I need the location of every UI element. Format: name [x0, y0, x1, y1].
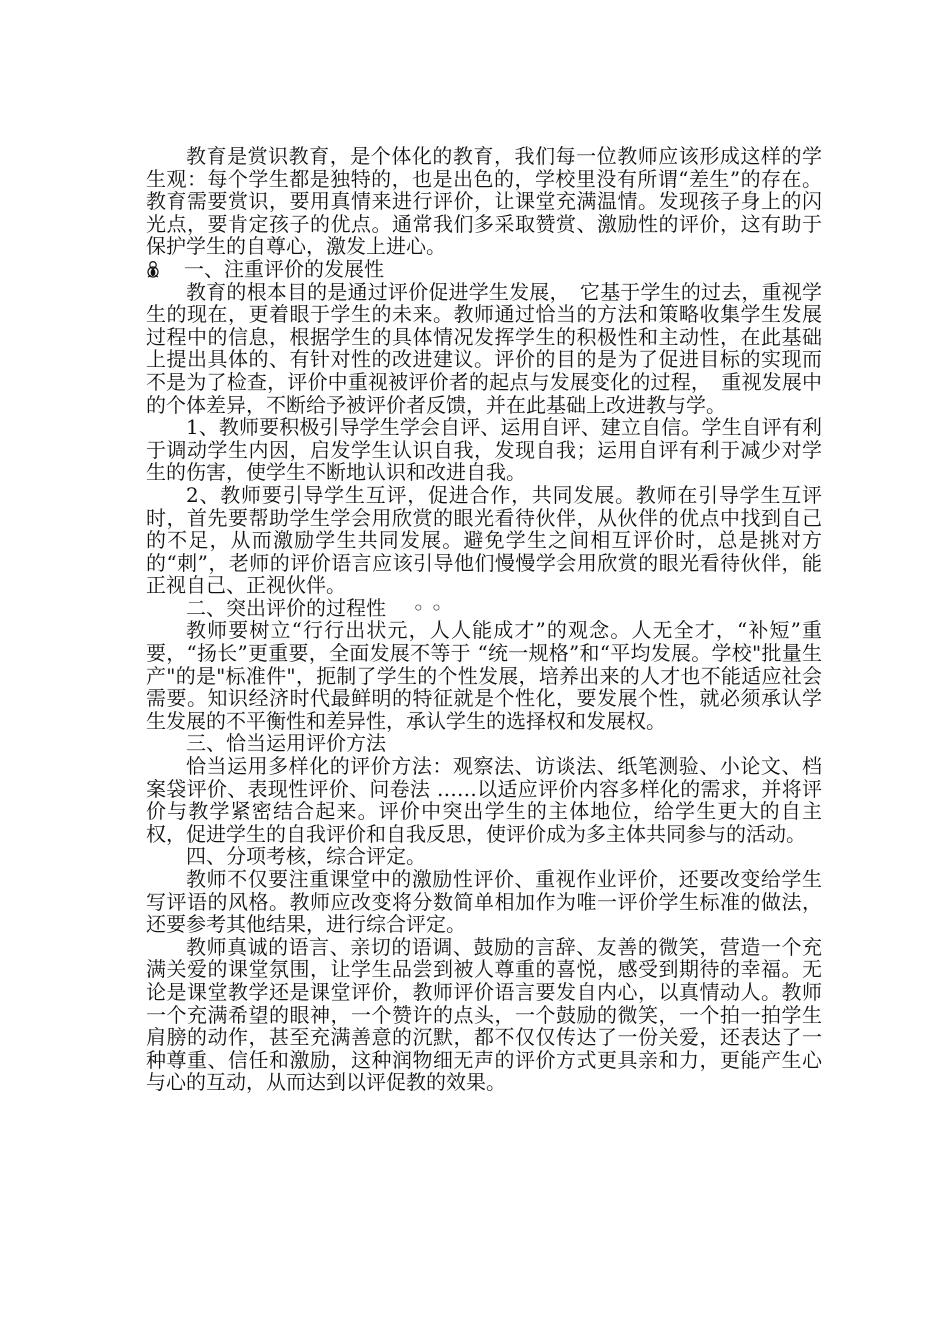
document-body — [146, 145, 822, 1094]
penguin-icon — [146, 260, 160, 278]
section-heading-4: 四、分项考核，综合评定。 — [186, 844, 426, 869]
body-paragraph: 教师要树立“行行出状元，人人能成才”的观念。人无全才，“补短”重要，“扬长”更重要，全面发展不等于 “统一规格”和“平均发展。学校"批量生产"的是"标准件"，扼制了学生的个性发展，培养出来的人才也不能适应社会需要。知识经济时代最鲜明的特征就是个性化，要发展个性，就必须承认学生发展的不平衡性和差异性，承认学生的选择权和发展权。 — [146, 618, 822, 733]
body-paragraph: 教师不仅要注重课堂中的激励性评价、重视作业评价，还要改变给学生写评语的风格。教师应改变将分数简单相加作为唯一评价学生标准的做法，还要参考其他结果，进行综合评定。 — [146, 867, 822, 937]
intro-paragraph: 教育是赏识教育，是个体化的教育，我们每一位教师应该形成这样的学生观：每个学生都是独特的，也是出色的，学校里没有所谓“差生”的存在。教育需要赏识，要用真情来进行评价，让课堂充满温情。发现孩子身上的闪光点，要肯定孩子的优点。通常我们多采取赞赏、激励性的评价，这有助于保护学生的自尊心，激发上进心。 — [146, 144, 822, 259]
section-heading-1 — [146, 258, 822, 281]
section-heading-3: 三、恰当运用评价方法 — [186, 731, 386, 756]
body-paragraph: 教师真诚的语言、亲切的语调、鼓励的言辞、友善的微笑，营造一个充满关爱的课堂氛围，让学生品尝到被人尊重的喜悦，感受到期待的幸福。无论是课堂教学还是课堂评价，教师评价语言要发自内心，以真情动人。教师一个充满希望的眼神，一个赞许的点头，一个鼓励的微笑，一个拍一拍学生肩膀的动作，甚至充满善意的沉默，都不仅仅传达了一份关爱，还表达了一种尊重、信任和激励，这种润物细无声的评价方式更具亲和力，更能产生心与心的互动，从而达到以评促教的效果。 — [146, 934, 822, 1095]
section-heading-1-text: 一、注重评价的发展性 — [184, 256, 384, 281]
body-paragraph: 恰当运用多样化的评价方法：观察法、访谈法、纸笔测验、小论文、档案袋评价、表现性评价、问卷法 ……以适应评价内容多样化的需求，并将评价与教学紧密结合起来。评价中突出学生的主体地位，给学生更大的自主权，促进学生的自我评价和自我反思，使评价成为多主体共同参与的活动。 — [146, 754, 822, 846]
body-paragraph: 1、教师要积极引导学生学会自评、运用自评、建立自信。学生自评有利于调动学生内因，启发学生认识自我，发现自我；运用自评有利于减少对学生的伤害，使学生不断地认识和改进自我。 — [146, 415, 822, 485]
section-heading-2: 二、突出评价的过程性 ◦ ◦ — [186, 595, 443, 620]
body-paragraph: 2、教师要引导学生互评，促进合作，共同发展。教师在引导学生互评时，首先要帮助学生学会用欣赏的眼光看待伙伴，从伙伴的优点中找到自己的不足，从而激励学生共同发展。避免学生之间相互评价时，总是挑对方的“刺”，老师的评价语言应该引导他们慢慢学会用欣赏的眼光看待伙伴，能正视自己、正视伙伴。 — [146, 482, 822, 598]
body-paragraph: 教育的根本目的是通过评价促进学生发展， 它基于学生的过去，重视学生的现在，更着眼于学生的未来。教师通过恰当的方法和策略收集学生发展过程中的信息，根据学生的具体情况发挥学生的积极性和主动性，在此基础上提出具体的、有针对性的改进建议。评价的目的是为了促进目标的实现而不是为了检查，评价中重视被评价者的起点与发展变化的过程， 重视发展中的个体差异，不断给予被评价者反馈，并在此基础上改进教与学。 — [146, 279, 822, 417]
